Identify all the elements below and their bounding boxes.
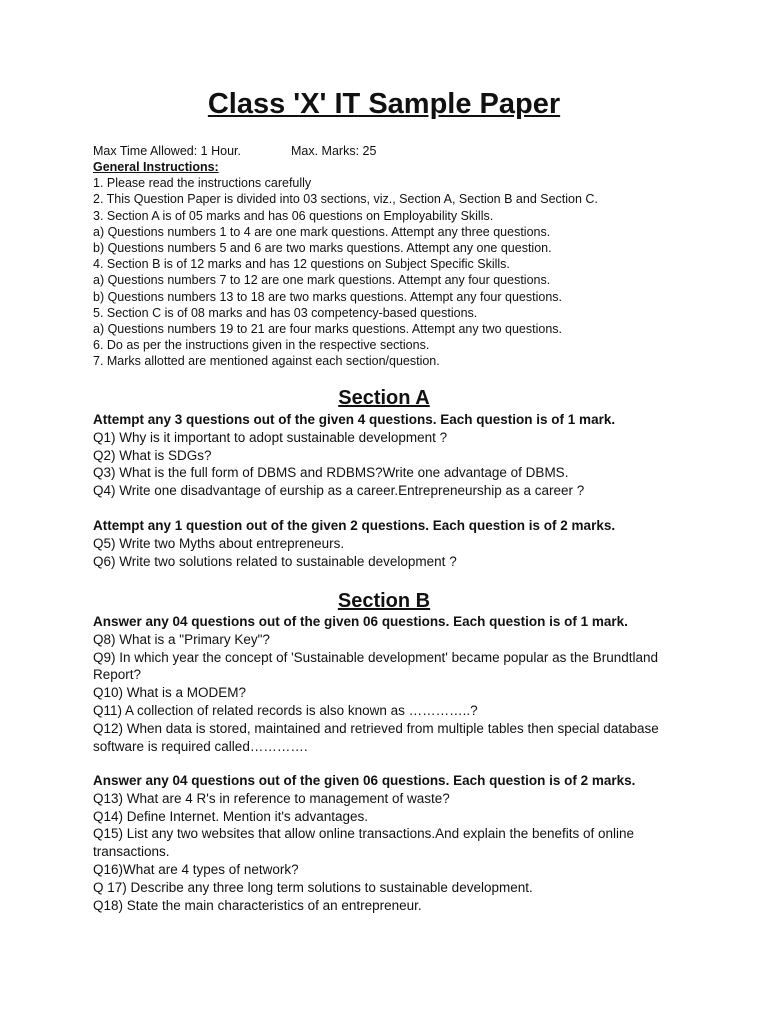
section-a-part-1-instruction: Attempt any 3 questions out of the given 4 questions. Each question is of 1 mark. bbox=[93, 412, 616, 427]
max-time: Max Time Allowed: 1 Hour. bbox=[93, 144, 241, 158]
question-item: Q8) What is a "Primary Key"? bbox=[93, 631, 270, 647]
instruction-line: a) Questions numbers 1 to 4 are one mark questions. Attempt any three questions. bbox=[93, 224, 551, 239]
question-item: Q15) List any two websites that allow online transactions.And explain the benefits of online transactions. bbox=[93, 826, 635, 860]
question-item: Q2) What is SDGs? bbox=[93, 447, 212, 463]
question-item: Q5) Write two Myths about entrepreneurs. bbox=[93, 535, 345, 551]
instruction-line: 1. Please read the instructions carefully bbox=[93, 176, 312, 191]
instruction-line: 3. Section A is of 05 marks and has 06 questions on Employability Skills. bbox=[93, 208, 494, 223]
instruction-line: 5. Section C is of 08 marks and has 03 competency-based questions. bbox=[93, 305, 478, 320]
paper-meta bbox=[93, 143, 377, 159]
general-instructions bbox=[93, 159, 598, 370]
question-item: Q9) In which year the concept of 'Sustainable development' became popular as the Brundtland Report? bbox=[93, 649, 659, 683]
instructions-heading: General Instructions: bbox=[93, 160, 219, 174]
instruction-line: a) Questions numbers 7 to 12 are one mark questions. Attempt any four questions. bbox=[93, 273, 551, 288]
section-b-part-2 bbox=[93, 772, 673, 914]
question-item: Q1) Why is it important to adopt sustainable development ? bbox=[93, 429, 448, 445]
instruction-line: 6. Do as per the instructions given in the respective sections. bbox=[93, 338, 430, 353]
instruction-line: 4. Section B is of 12 marks and has 12 questions on Subject Specific Skills. bbox=[93, 257, 510, 272]
instruction-line: 7. Marks allotted are mentioned against each section/question. bbox=[93, 354, 440, 369]
section-b-part-1 bbox=[93, 613, 673, 755]
max-marks: Max. Marks: 25 bbox=[291, 144, 377, 158]
question-item: Q12) When data is stored, maintained and retrieved from multiple tables then special database software is required called…………. bbox=[93, 720, 659, 754]
instruction-line: b) Questions numbers 5 and 6 are two marks questions. Attempt any one question. bbox=[93, 241, 552, 256]
question-item: Q6) Write two solutions related to sustainable development ? bbox=[93, 553, 457, 569]
section-a-part-2 bbox=[93, 517, 673, 570]
question-item: Q 17) Describe any three long term solutions to sustainable development. bbox=[93, 879, 533, 895]
instruction-line: 2. This Question Paper is divided into 03 sections, viz., Section A, Section B and Section C. bbox=[93, 192, 598, 207]
question-item: Q10) What is a MODEM? bbox=[93, 685, 247, 701]
question-item: Q11) A collection of related records is also known as …………..? bbox=[93, 702, 478, 718]
question-item: Q14) Define Internet. Mention it's advantages. bbox=[93, 808, 368, 824]
section-b-title: Section B bbox=[337, 590, 431, 612]
question-item: Q18) State the main characteristics of an entrepreneur. bbox=[93, 897, 422, 913]
instruction-line: a) Questions numbers 19 to 21 are four marks questions. Attempt any two questions. bbox=[93, 322, 562, 337]
section-a-title: Section A bbox=[338, 387, 430, 409]
section-a-part-1 bbox=[93, 411, 673, 500]
section-a-part-2-instruction: Attempt any 1 question out of the given 2 questions. Each question is of 2 marks. bbox=[93, 518, 616, 533]
question-item: Q3) What is the full form of DBMS and RDBMS?Write one advantage of DBMS. bbox=[93, 465, 569, 481]
question-item: Q4) Write one disadvantage of eurship as a career.Entrepreneurship as a career ? bbox=[93, 483, 585, 499]
instruction-line: b) Questions numbers 13 to 18 are two marks questions. Attempt any four questions. bbox=[93, 289, 562, 304]
question-item: Q13) What are 4 R's in reference to management of waste? bbox=[93, 790, 450, 806]
section-b-part-2-instruction: Answer any 04 questions out of the given 06 questions. Each question is of 2 marks. bbox=[93, 773, 636, 788]
question-item: Q16)What are 4 types of network? bbox=[93, 861, 299, 877]
page-title: Class 'X' IT Sample Paper bbox=[207, 88, 561, 120]
section-b-part-1-instruction: Answer any 04 questions out of the given 06 questions. Each question is of 1 mark. bbox=[93, 614, 628, 629]
